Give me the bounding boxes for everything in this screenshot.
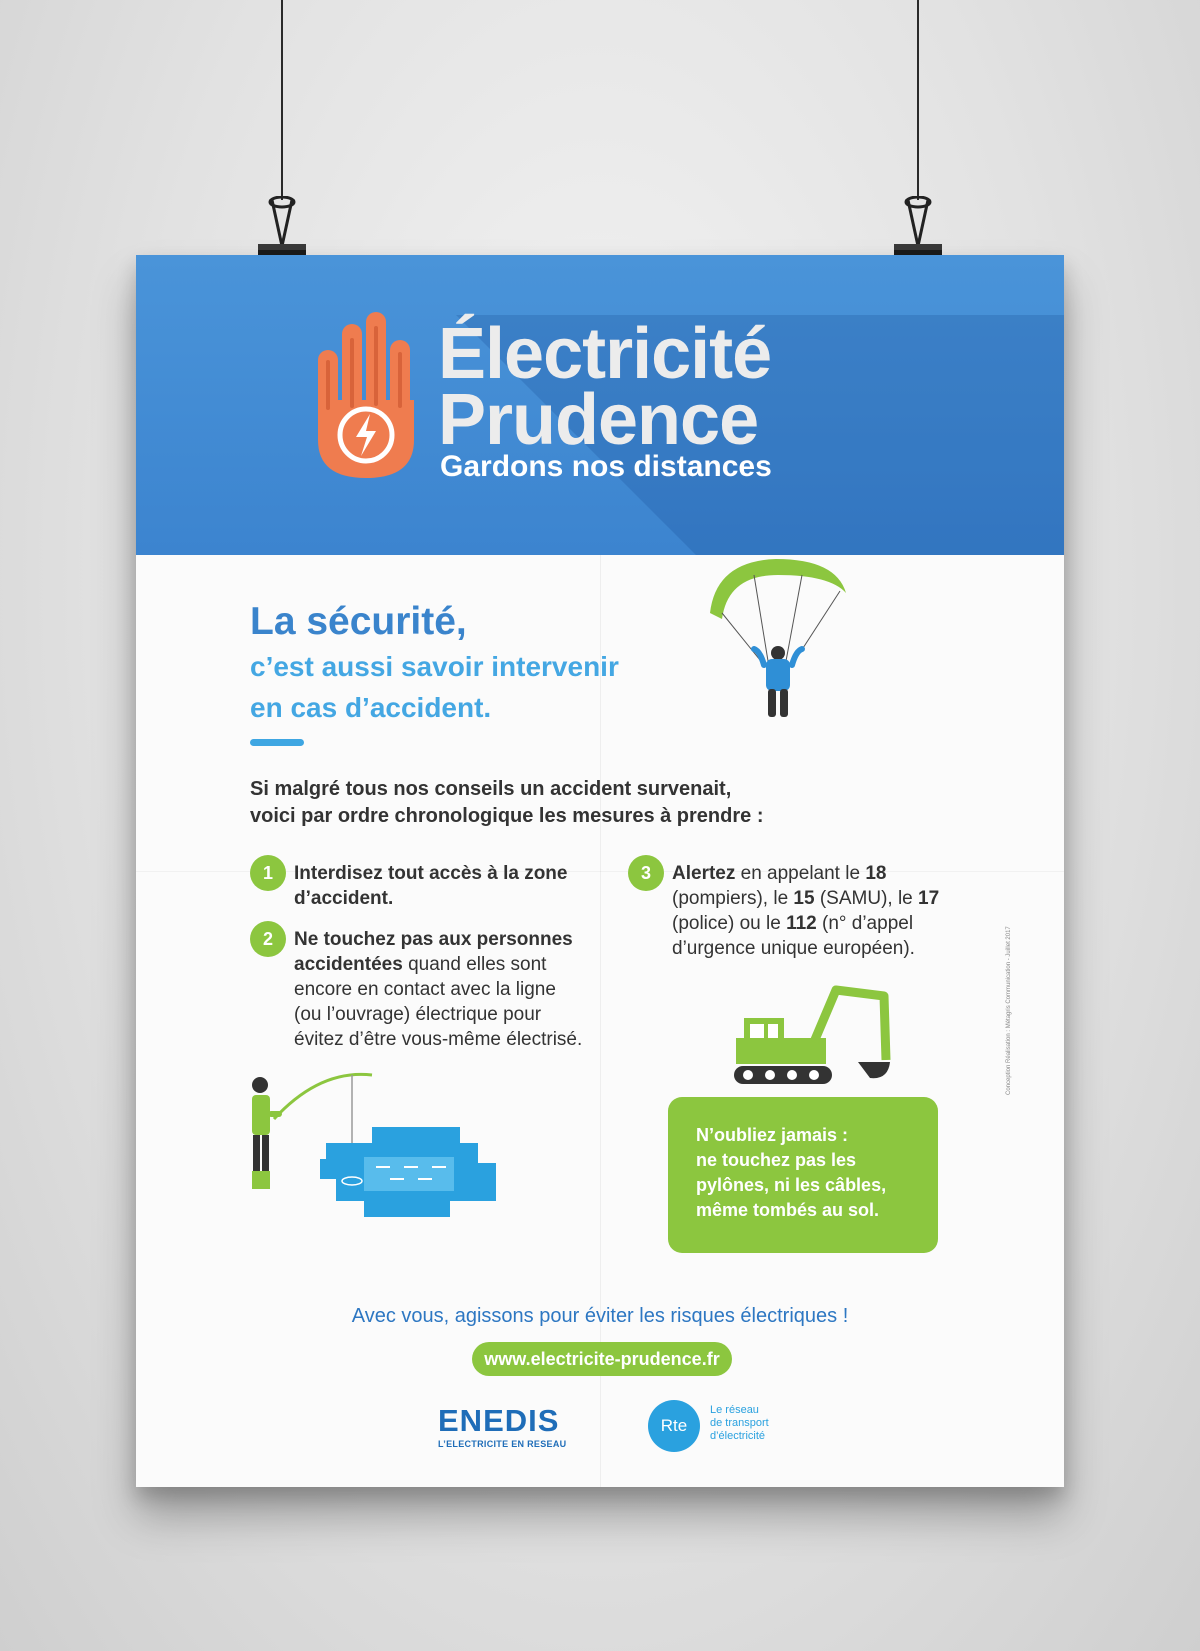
hanging-wire-right	[917, 0, 919, 200]
header-subtitle: Gardons nos distances	[440, 450, 772, 483]
poster	[136, 255, 1064, 1487]
stop-hand-icon	[314, 310, 418, 480]
step-2-line5: évitez d’être vous-même électrisé.	[294, 1029, 583, 1050]
headline-securite: La sécurité,	[250, 600, 467, 643]
step-3-number-112: 112	[786, 913, 817, 934]
reminder-line2: pylônes, ni les câbles,	[696, 1175, 887, 1195]
hanging-wire-left	[281, 0, 283, 200]
headline-sub-line1: c’est aussi savoir intervenir	[250, 651, 619, 682]
step-3-number-15: 15	[793, 888, 815, 909]
reminder-line3: même tombés au sol.	[696, 1200, 880, 1220]
rte-tagline	[710, 1404, 800, 1443]
rte-line3: d’électricité	[710, 1430, 766, 1442]
reminder-title: N’oubliez jamais :	[696, 1125, 849, 1145]
headline-underline	[250, 739, 304, 746]
paraglider-icon	[702, 553, 852, 723]
enedis-logo: ENEDIS	[438, 1403, 560, 1438]
step-1-line1: Interdisez tout accès à la zone	[294, 863, 568, 884]
reminder-line1: ne touchez pas les	[696, 1150, 857, 1170]
step-2-rest2: quand elles sont	[402, 954, 547, 975]
step-3-alert: Alertez	[672, 863, 736, 884]
step-3-text	[672, 861, 972, 961]
step-3-number-17: 17	[918, 888, 940, 909]
step-2-text	[294, 927, 614, 1052]
credits-vertical: Conception Réalisation : Métagris Communication - Juillet 2017	[1006, 926, 1012, 1095]
intro-line1: Si malgré tous nos conseils un accident survenait,	[250, 778, 732, 800]
step-2-bold1: Ne touchez pas aux personnes	[294, 929, 573, 950]
fisherman-pond-icon	[240, 1067, 580, 1247]
step-3-text-part2: (pompiers), le	[672, 888, 794, 909]
step-1-line2: d’accident.	[294, 888, 394, 909]
step-2-number: 2	[250, 921, 286, 957]
rte-line2: de transport	[710, 1417, 769, 1429]
rte-logo: Rte	[648, 1400, 700, 1452]
enedis-tagline: L’ELECTRICITE EN RESEAU	[438, 1439, 567, 1449]
website-link[interactable]: www.electricite-prudence.fr	[472, 1342, 732, 1376]
excavator-icon	[734, 980, 904, 1100]
step-1-text	[294, 861, 594, 911]
step-3-text-part4: (police) ou le	[672, 913, 787, 934]
reminder-box	[668, 1097, 938, 1253]
step-2-bold2: accidentées	[294, 954, 403, 975]
poster-header	[136, 255, 1064, 555]
step-1-number: 1	[250, 855, 286, 891]
step-3-text-part5: (n° d’appel	[816, 913, 914, 934]
step-3-text-part1: en appelant le	[735, 863, 866, 884]
step-3-text-part3: (SAMU), le	[814, 888, 919, 909]
title-prudence: Prudence	[438, 380, 759, 460]
tagline: Avec vous, agissons pour éviter les risques électriques !	[351, 1305, 849, 1327]
step-3-number: 3	[628, 855, 664, 891]
step-3-number-18: 18	[865, 863, 887, 884]
rte-line1: Le réseau	[710, 1404, 759, 1416]
intro-line2: voici par ordre chronologique les mesures à prendre :	[250, 805, 764, 827]
step-2-line3: encore en contact avec la ligne	[294, 979, 556, 1000]
step-2-line4: (ou l’ouvrage) électrique pour	[294, 1004, 542, 1025]
title-electricite: Électricité	[438, 314, 772, 394]
step-3-text-part6: d’urgence unique européen).	[672, 938, 915, 959]
headline-sub-line2: en cas d’accident.	[250, 692, 492, 723]
